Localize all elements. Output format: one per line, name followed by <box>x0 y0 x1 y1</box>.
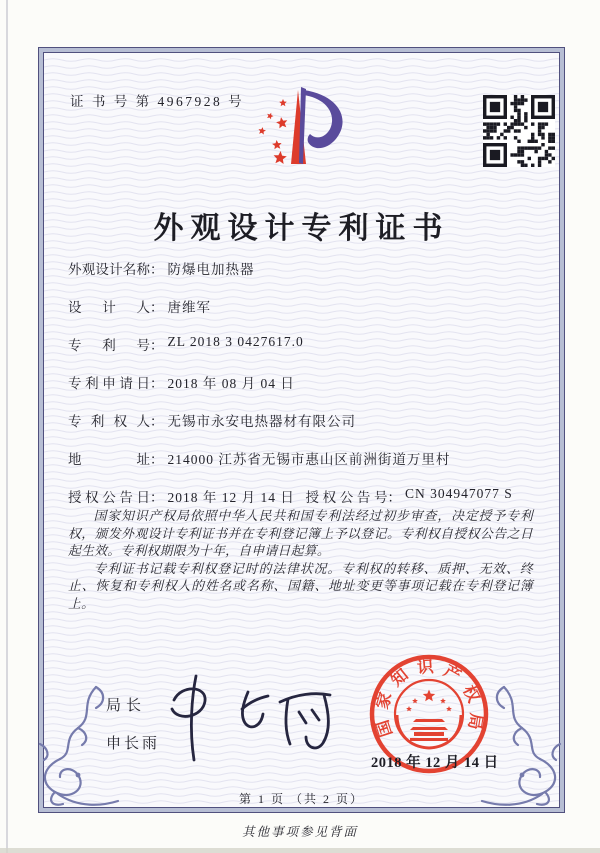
cnipa-logo-icon <box>252 84 357 172</box>
field-value: 214000 江苏省无锡市惠山区前洲街道万里村 <box>167 452 451 467</box>
scan-edge <box>6 0 8 853</box>
grant-number-value: CN 304947077 S <box>405 486 513 501</box>
svg-text:国: 国 <box>372 717 396 740</box>
field-value: 无锡市永安电热器材有限公司 <box>167 414 356 429</box>
field-label: 专利申请日 <box>68 376 150 391</box>
field-colon: ： <box>150 376 164 391</box>
field-label: 授权公告号 <box>305 490 388 505</box>
field-label: 设 计 人 <box>68 300 150 315</box>
grant-date-value: 2018 年 12 月 14 日 <box>167 490 295 505</box>
field-value: 2018 年 08 月 04 日 <box>167 376 295 391</box>
field-colon: ： <box>150 452 164 467</box>
field-colon: ： <box>150 338 164 353</box>
svg-text:识: 识 <box>416 656 435 678</box>
legal-text-block <box>68 508 533 614</box>
field-colon: ： <box>150 414 164 429</box>
field-list <box>68 254 534 520</box>
field-colon: ： <box>150 262 164 277</box>
field-label: 授权公告日 <box>68 490 150 505</box>
svg-text:知: 知 <box>387 664 412 691</box>
field-colon: ： <box>387 490 401 505</box>
svg-text:局: 局 <box>464 711 487 732</box>
reverse-side-note: 其他事项参见背面 <box>241 825 358 839</box>
certificate-number: 证 书 号 第 4967928 号 <box>70 94 245 109</box>
field-row-designer <box>68 292 534 330</box>
qr-code <box>483 95 555 167</box>
field-colon: ： <box>150 300 164 315</box>
svg-text:家: 家 <box>372 690 396 712</box>
field-value: ZL 2018 3 0427617.0 <box>167 334 304 349</box>
legal-paragraph: 专利证书记载专利权登记时的法律状况。专利权的转移、质押、无效、终止、恢复和专利权人的姓名或名称、国籍、地址变更等事项记载在专利登记簿上。 <box>68 561 533 611</box>
field-row-patentee <box>68 406 534 444</box>
field-label: 外观设计名称 <box>68 262 150 277</box>
grant-number-pair <box>306 486 513 506</box>
scan-edge <box>0 848 600 853</box>
page-number: 第 1 页 （共 2 页） <box>238 792 364 806</box>
field-value: 唐维军 <box>167 300 211 315</box>
signer-name: 申长雨 <box>106 736 161 752</box>
field-value: 防爆电加热器 <box>167 262 255 277</box>
page-title: 外观设计专利证书 <box>153 212 450 246</box>
field-row-address <box>68 444 534 482</box>
field-label: 地 址 <box>68 452 150 467</box>
svg-text:产: 产 <box>440 660 465 686</box>
signer-block <box>106 694 160 753</box>
svg-text:权: 权 <box>459 682 484 706</box>
field-row-design-name <box>68 254 534 292</box>
field-colon: ： <box>150 490 164 505</box>
signer-title: 局长 <box>106 698 147 714</box>
legal-paragraph: 国家知识产权局依照中华人民共和国专利法经过初步审查，决定授予专利权，颁发外观设计专利证书并在专利登记簿上予以登记。专利权自授权公告之日起生效。专利权期限为十年，自申请日起算。 <box>68 509 533 559</box>
seal-date: 2018 年 12 月 14 日 <box>371 755 499 771</box>
director-signature <box>158 668 338 768</box>
field-label: 专 利 号 <box>68 338 150 353</box>
field-row-application-date <box>68 368 534 406</box>
field-row-patent-number <box>68 330 534 368</box>
field-label: 专 利 权 人 <box>68 414 150 429</box>
